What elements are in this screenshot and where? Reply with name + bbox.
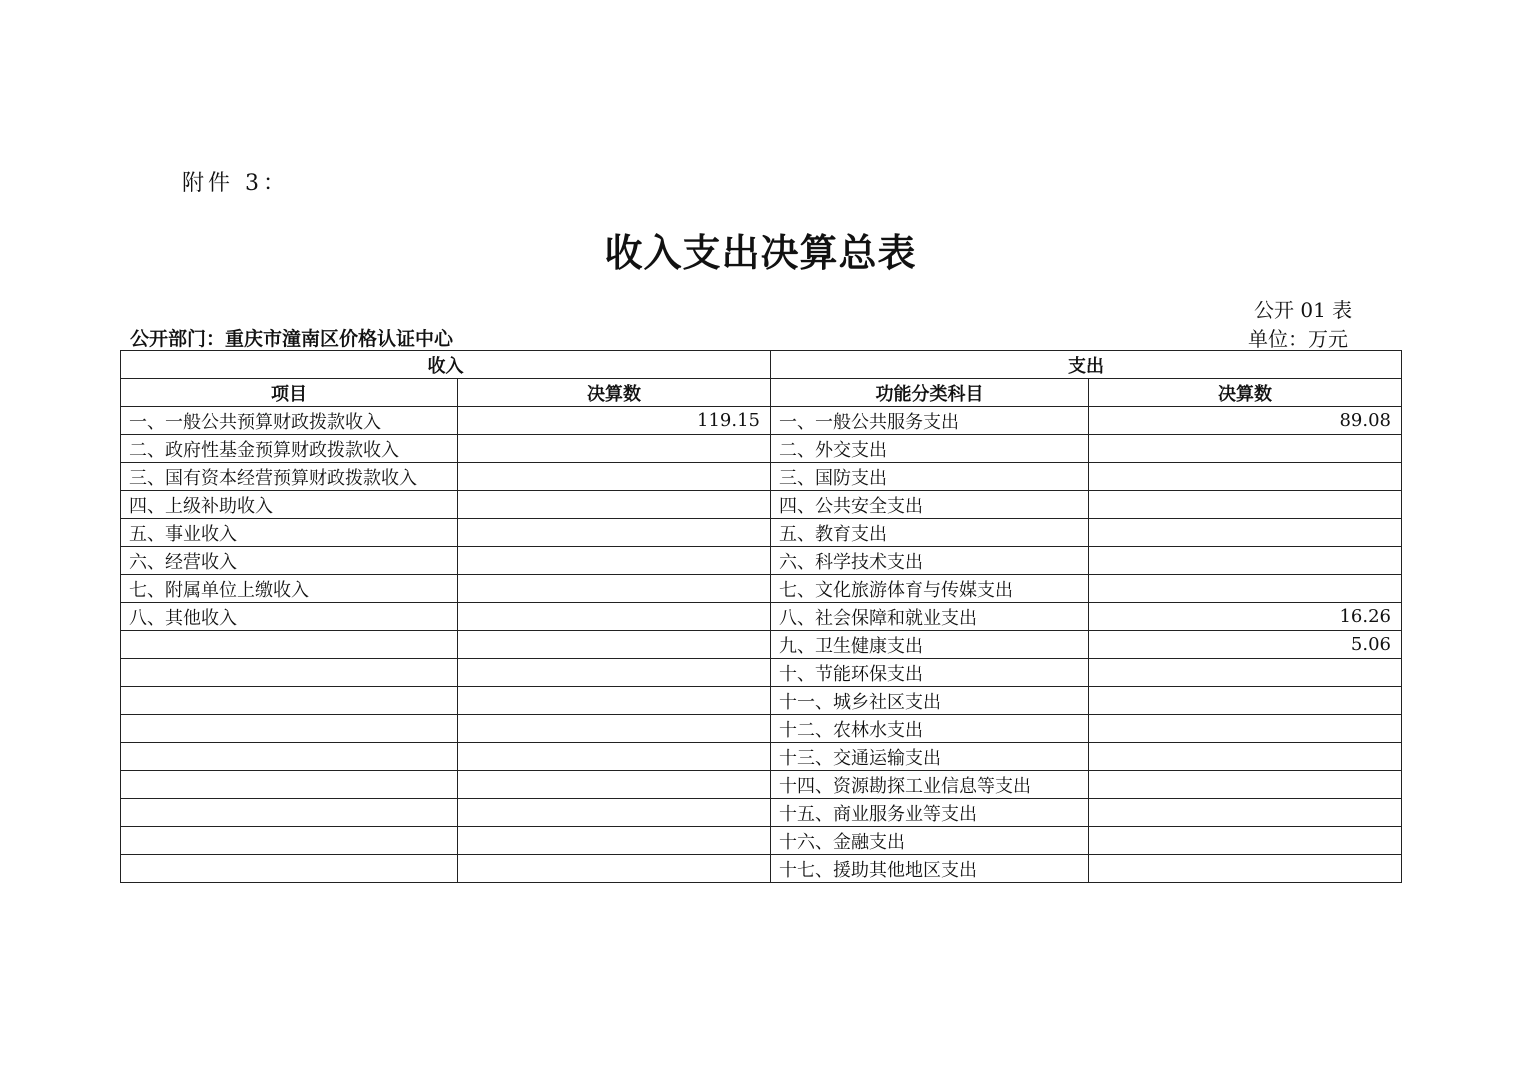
- expense-item-cell: 十一、城乡社区支出: [771, 687, 1089, 715]
- income-item-cell: 六、经营收入: [121, 547, 458, 575]
- income-item-cell: [121, 855, 458, 883]
- expense-amount-cell: [1089, 519, 1402, 547]
- table-row: [121, 855, 1402, 883]
- income-amount-cell: [458, 435, 771, 463]
- expense-group-header: 支出: [771, 351, 1402, 379]
- expense-item-cell: 八、社会保障和就业支出: [771, 603, 1089, 631]
- expense-amount-cell: [1089, 771, 1402, 799]
- income-amount-cell: [458, 659, 771, 687]
- form-number: 公开 01 表: [1254, 298, 1353, 322]
- income-amount-cell: 119.15: [458, 407, 771, 435]
- table-row: [121, 463, 1402, 491]
- expense-amount-cell: [1089, 435, 1402, 463]
- expense-amount-cell: 89.08: [1089, 407, 1402, 435]
- expense-amount-cell: [1089, 799, 1402, 827]
- income-item-cell: 五、事业收入: [121, 519, 458, 547]
- table-row: [121, 491, 1402, 519]
- budget-summary-table: [120, 350, 1402, 883]
- income-item-cell: [121, 771, 458, 799]
- expense-item-cell: 十三、交通运输支出: [771, 743, 1089, 771]
- table-group-header-row: [121, 351, 1402, 379]
- income-amount-cell: [458, 687, 771, 715]
- expense-amount-cell: [1089, 687, 1402, 715]
- income-item-cell: [121, 687, 458, 715]
- column-header-category: 功能分类科目: [771, 379, 1089, 407]
- income-amount-cell: [458, 855, 771, 883]
- expense-amount-cell: [1089, 743, 1402, 771]
- income-amount-cell: [458, 631, 771, 659]
- expense-item-cell: 十四、资源勘探工业信息等支出: [771, 771, 1089, 799]
- department-label: 公开部门：重庆市潼南区价格认证中心: [130, 328, 454, 350]
- page-title: 收入支出决算总表: [604, 231, 917, 275]
- table-body: [121, 407, 1402, 883]
- income-item-cell: [121, 827, 458, 855]
- income-item-cell: 三、国有资本经营预算财政拨款收入: [121, 463, 458, 491]
- income-item-cell: [121, 799, 458, 827]
- column-header-expense-amount: 决算数: [1089, 379, 1402, 407]
- expense-item-cell: 一、一般公共服务支出: [771, 407, 1089, 435]
- column-header-item: 项目: [121, 379, 458, 407]
- table-row: [121, 827, 1402, 855]
- income-amount-cell: [458, 799, 771, 827]
- expense-item-cell: 四、公共安全支出: [771, 491, 1089, 519]
- table-row: [121, 715, 1402, 743]
- expense-item-cell: 十七、援助其他地区支出: [771, 855, 1089, 883]
- expense-item-cell: 六、科学技术支出: [771, 547, 1089, 575]
- income-item-cell: 七、附属单位上缴收入: [121, 575, 458, 603]
- table-row: [121, 743, 1402, 771]
- expense-amount-cell: [1089, 575, 1402, 603]
- income-amount-cell: [458, 827, 771, 855]
- income-group-header: 收入: [121, 351, 771, 379]
- column-header-income-amount: 决算数: [458, 379, 771, 407]
- table-row: [121, 519, 1402, 547]
- income-item-cell: [121, 743, 458, 771]
- table-column-header-row: [121, 379, 1402, 407]
- income-item-cell: 八、其他收入: [121, 603, 458, 631]
- table-row: [121, 603, 1402, 631]
- expense-amount-cell: [1089, 547, 1402, 575]
- income-amount-cell: [458, 715, 771, 743]
- expense-amount-cell: [1089, 659, 1402, 687]
- table-row: [121, 687, 1402, 715]
- expense-item-cell: 三、国防支出: [771, 463, 1089, 491]
- table-row: [121, 631, 1402, 659]
- income-item-cell: [121, 631, 458, 659]
- income-item-cell: 二、政府性基金预算财政拨款收入: [121, 435, 458, 463]
- income-item-cell: [121, 715, 458, 743]
- table-row: [121, 659, 1402, 687]
- expense-amount-cell: [1089, 715, 1402, 743]
- expense-item-cell: 二、外交支出: [771, 435, 1089, 463]
- income-amount-cell: [458, 491, 771, 519]
- income-amount-cell: [458, 743, 771, 771]
- expense-item-cell: 十六、金融支出: [771, 827, 1089, 855]
- expense-item-cell: 十二、农林水支出: [771, 715, 1089, 743]
- income-item-cell: 四、上级补助收入: [121, 491, 458, 519]
- income-amount-cell: [458, 547, 771, 575]
- expense-amount-cell: 16.26: [1089, 603, 1402, 631]
- income-item-cell: [121, 659, 458, 687]
- expense-item-cell: 五、教育支出: [771, 519, 1089, 547]
- table-row: [121, 407, 1402, 435]
- expense-item-cell: 十五、商业服务业等支出: [771, 799, 1089, 827]
- income-amount-cell: [458, 603, 771, 631]
- unit-label: 单位：万元: [1248, 327, 1348, 351]
- table-row: [121, 435, 1402, 463]
- income-amount-cell: [458, 575, 771, 603]
- expense-item-cell: 七、文化旅游体育与传媒支出: [771, 575, 1089, 603]
- expense-amount-cell: [1089, 827, 1402, 855]
- income-amount-cell: [458, 771, 771, 799]
- table-row: [121, 547, 1402, 575]
- table-row: [121, 771, 1402, 799]
- income-amount-cell: [458, 463, 771, 491]
- expense-amount-cell: [1089, 491, 1402, 519]
- expense-item-cell: 九、卫生健康支出: [771, 631, 1089, 659]
- income-amount-cell: [458, 519, 771, 547]
- table-row: [121, 575, 1402, 603]
- expense-amount-cell: 5.06: [1089, 631, 1402, 659]
- expense-amount-cell: [1089, 855, 1402, 883]
- expense-amount-cell: [1089, 463, 1402, 491]
- income-item-cell: 一、一般公共预算财政拨款收入: [121, 407, 458, 435]
- expense-item-cell: 十、节能环保支出: [771, 659, 1089, 687]
- table-row: [121, 799, 1402, 827]
- attachment-label: 附件 3：: [182, 171, 289, 196]
